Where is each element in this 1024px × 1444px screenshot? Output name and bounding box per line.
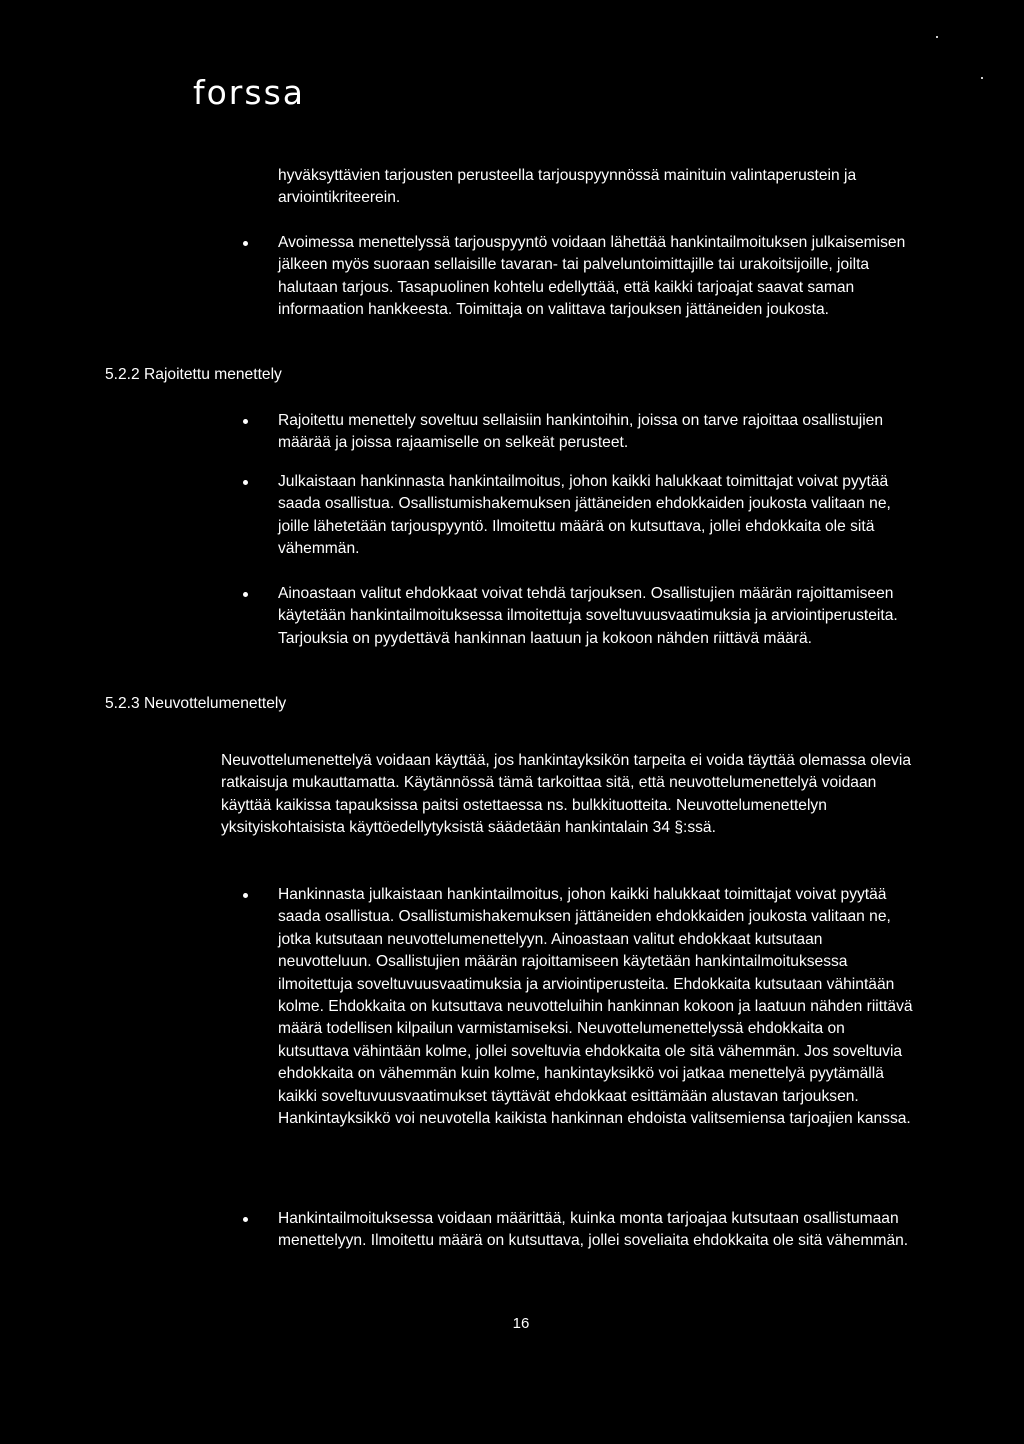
list-item: Julkaistaan hankinnasta hankintailmoitus, johon kaikki halukkaat toimittajat voivat pyytää saada osallistua. Osallistumishakemuksen jättäneiden ehdokkaiden joukosta valitaan ne, joille lähetetään tarjouspyyntö. Ilmoitettu määrä on kutsuttava, jollei ehdokkaita ole sitä vähemmän. bbox=[278, 471, 918, 561]
section-paragraph: Neuvottelumenettelyä voidaan käyttää, jos hankintayksikön tarpeita ei voida täyttää olemassa olevia ratkaisuja mukauttamatta. Käytännössä tämä tarkoittaa sitä, että neuvottelumenettelyä voidaan käyttää kaikissa tapauksissa paitsi ostettaessa ns. bulkkituotteita. Neuvottelumenettelyn yksityiskohtaisista käyttöedellytyksistä säädetään hankintalain 34 §:ssä. bbox=[221, 752, 911, 837]
list-item: Ainoastaan valitut ehdokkaat voivat tehdä tarjouksen. Osallistujien määrän rajoittamiseen käytetään hankintailmoituksessa ilmoitettuja soveltuvuusvaatimuksia ja arviointiperusteita. Tarjouksia on pyydettävä hankinnan laatuun ja kokoon nähden riittävä määrä. bbox=[278, 583, 918, 650]
list-item: Hankintailmoituksessa voidaan määrittää, kuinka monta tarjoajaa kutsutaan osallistumaan menettelyyn. Ilmoitettu määrä on kutsuttava, jollei soveliaita ehdokkaita ole sitä vähemmän. bbox=[278, 1208, 918, 1253]
scan-speck bbox=[981, 77, 983, 79]
scan-speck bbox=[936, 36, 938, 38]
section-heading-5-2-3: 5.2.3 Neuvottelumenettely bbox=[105, 695, 287, 712]
list-item: Rajoitettu menettely soveltuu sellaisiin hankintoihin, joissa on tarve rajoittaa osallistujien määrää ja joissa rajaamiselle on selkeät perusteet. bbox=[278, 410, 918, 455]
page-number: 16 bbox=[512, 1315, 530, 1332]
list-item: Hankinnasta julkaistaan hankintailmoitus, johon kaikki halukkaat toimittajat voivat pyytää saada osallistua. Osallistumishakemuksen jättäneiden ehdokkaiden joukosta valitaan ne, jotka kutsutaan neuvottelumenettelyyn. Ainoastaan valitut ehdokkaat kutsutaan neuvotteluun. Osallistujien määrän rajoittamiseen käytetään hankintailmoituksessa ilmoitettuja soveltuvuusvaatimuksia ja arviointiperusteita. Ehdokkaita kutsutaan vähintään kolme. Ehdokkaita on kutsuttava neuvotteluihin hankinnan kokoon ja laatuun nähden riittävä määrä todellisen kilpailun varmistamiseksi. Neuvottelumenettelyssä ehdokkaita on kutsuttava vähintään kolme, jollei soveltuvia ehdokkaita ole sitä vähemmän. Jos soveltuvia ehdokkaita on vähemmän kuin kolme, hankintayksikkö voi jatkaa menettelyä pyytämällä kaikki soveltuvuusvaatimukset täyttävät ehdokkaat esittämään alustavan tarjouksen. Hankintayksikkö voi neuvotella kaikista hankinnan ehdoista valitsemiensa tarjoajien kanssa. bbox=[278, 884, 918, 1130]
section-heading-5-2-2: 5.2.2 Rajoitettu menettely bbox=[105, 366, 282, 383]
forssa-logo: forssa bbox=[193, 73, 305, 112]
list-item: Avoimessa menettelyssä tarjouspyyntö voidaan lähettää hankintailmoituksen julkaisemisen jälkeen myös suoraan sellaisille tavaran- tai palveluntoimittajille tai urakoitsijoille, joilta halutaan tarjous. Tasapuolinen kohtelu edellyttää, että kaikki tarjoajat saavat saman informaation hankkeesta. Toimittaja on valittava tarjouksen jättäneiden joukosta. bbox=[278, 232, 918, 322]
intro-continuation-text: hyväksyttävien tarjousten perusteella tarjouspyynnössä mainituin valintaperustein ja arviointikriteerein. bbox=[278, 167, 857, 207]
